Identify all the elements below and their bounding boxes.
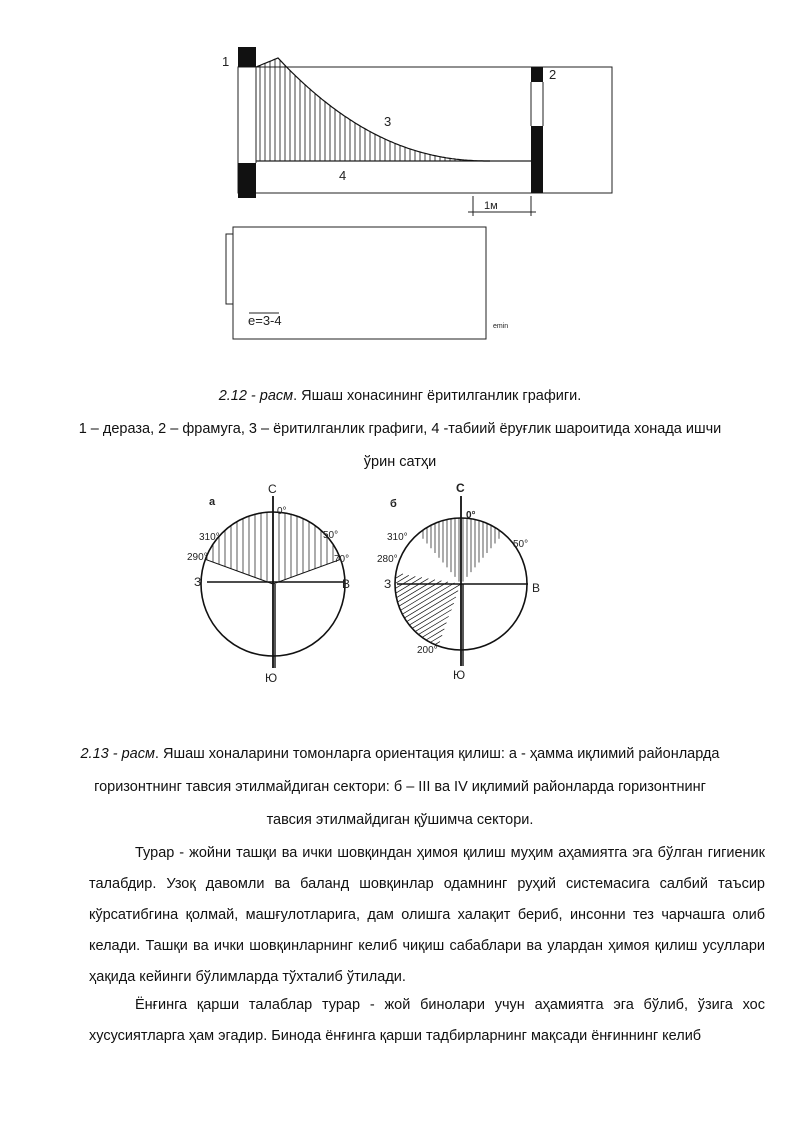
- diagram-b-north: С: [456, 481, 465, 495]
- diagram-a-angle-290: 290°: [187, 552, 208, 563]
- caption-2-12-line3: ўрин сатҳи: [363, 454, 437, 470]
- caption-2-13-line2: горизонтнинг тавсия этилмайдиган сектори: б – III ва IV иқлимий районларда горизонтнинг: [94, 779, 706, 795]
- diagram-b-angle-200: 200°: [417, 645, 438, 656]
- dimension-label: 1м: [484, 200, 498, 212]
- label-window: 1: [222, 54, 230, 69]
- diagram-a-angle-50: 50°: [323, 530, 339, 541]
- caption-2-12-line2: 1 – дераза, 2 – фрамуга, 3 – ёритилганлик графиги, 4 -табиий ёруғлик шароитида хонада ишчи: [78, 421, 722, 437]
- emin-label: emin: [493, 323, 509, 330]
- diagram-a: [187, 482, 350, 685]
- diagram-a-north: С: [268, 482, 277, 496]
- diagram-b-south: Ю: [453, 668, 466, 682]
- diagram-a-angle-310: 310°: [199, 532, 220, 543]
- diagram-b-angle-50: 50°: [513, 539, 529, 550]
- diagram-a-west: З: [194, 575, 202, 589]
- diagram-a-angle-70: 70°: [334, 554, 350, 565]
- label-graph: 3: [384, 114, 392, 129]
- diagram-b-angle-0: 0°: [466, 510, 476, 521]
- diagram-b-label: б: [390, 498, 397, 510]
- diagram-b-sectors: [396, 518, 503, 644]
- label-transom: 2: [549, 67, 557, 82]
- caption-2-13: [60, 738, 740, 837]
- diagram-b-east: В: [532, 581, 541, 595]
- diagram-b-angle-310: 310°: [387, 532, 408, 543]
- caption-2-13-line3: тавсия этилмайдиган қўшимча сектори.: [266, 812, 534, 828]
- diagram-a-label: а: [209, 496, 216, 508]
- diagram-b-angle-280: 280°: [377, 554, 398, 565]
- caption-2-13-line1: . Яшаш хоналарини томонларга ориентация қилиш: а - ҳамма иқлимий районларда: [154, 746, 720, 762]
- diagram-a-angle-0: 0°: [277, 506, 287, 517]
- caption-2-12-title: . Яшаш хонасининг ёритилганлик графиги.: [293, 388, 582, 404]
- caption-2-13-prefix: 2.13 - расм: [80, 746, 155, 762]
- diagram-a-south: Ю: [265, 671, 278, 685]
- diagram-b: [377, 481, 540, 682]
- paragraph-noise: Турар - жойни ташқи ва ички шовқиндан ҳимоя қилиш муҳим аҳамиятга эга бўлган гигиеник талабдир. Узоқ давомли ва баланд шовқинлар одамнинг руҳий системасига салбий таъсир кўрсатибгина қолмай, машғулотларига, дам олишга халақит бериб, инсонни тез чарчашга олиб келади. Ташқи ва ички шовқинларнинг келиб чиқиш сабаблари ва улардан ҳимоя қилиш усуллари ҳақида кейинги бўлимларда тўхталиб ўтилади.: [89, 845, 765, 985]
- label-workplane: 4: [339, 168, 347, 183]
- diagram-a-east: В: [342, 577, 351, 591]
- caption-2-12-prefix: 2.12 - расм: [218, 388, 294, 404]
- formula-label: e=3-4: [248, 313, 282, 328]
- paragraph-fire: Ёнғинга қарши талаблар турар - жой бинолари учун аҳамиятга эга бўлиб, ўзига хос хусусиятларга ҳам эгадир. Бинода ёнғинга қарши тадбирларнинг мақсади ёнғиннинг келиб: [89, 997, 765, 1044]
- diagram-b-west: З: [384, 577, 392, 591]
